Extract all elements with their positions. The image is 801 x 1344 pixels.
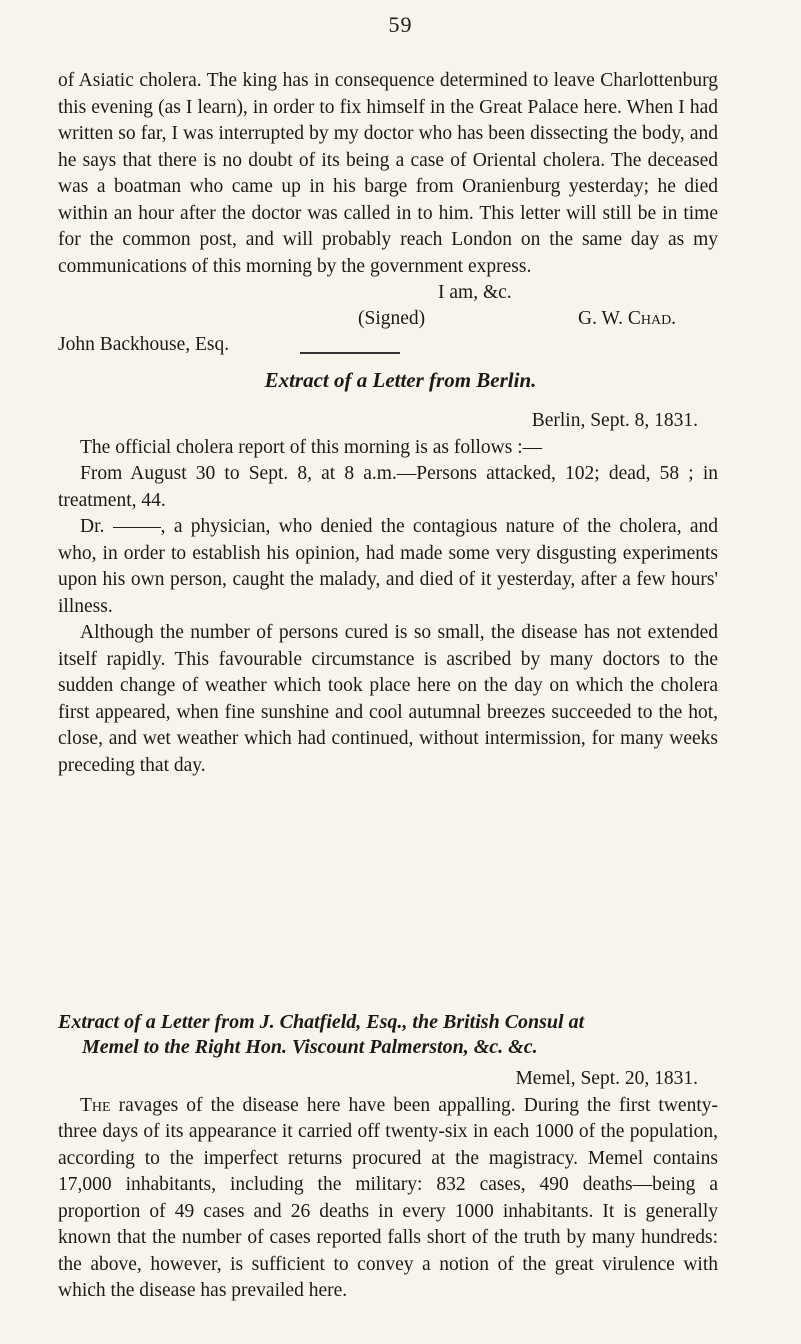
letter-berlin xyxy=(58,408,718,779)
letter-memel xyxy=(58,1010,718,1305)
name-dash xyxy=(113,527,161,528)
berlin-letter-heading: Extract of a Letter from Berlin. xyxy=(264,368,537,392)
memel-heading-line-2: Memel to the Right Hon. Viscount Palmerston, &c. &c. xyxy=(82,1036,538,1058)
berlin-para-2: From August 30 to Sept. 8, at 8 a.m.—Persons attacked, 102; dead, 58 ; in treatment, 44. xyxy=(58,463,718,511)
closing: I am, &c. xyxy=(438,282,512,303)
berlin-para-3-text: , a physician, who denied the contagious nature of the cholera, and who, in order to establish his opinion, had made some very disgusting experiments upon his own person, caught the malady, and died of it yesterday, after a few hours' illness. xyxy=(58,516,719,617)
letter-chad-body: of Asiatic cholera. The king has in consequence determined to leave Charlottenburg this evening (as I learn), in order to fix himself in the Great Palace here. When I had written so far, I was interrupted by my doctor who has been dissecting the body, and he says that there is no doubt of its being a case of Oriental cholera. The deceased was a boatman who came up in his barge from Oranienburg yesterday; he died within an hour after the doctor was called in to him. This letter will still be in time for the common post, and will probably reach London on the same day as my communications of this morning by the government express. xyxy=(58,70,718,277)
doctor-prefix: Dr. xyxy=(80,516,105,537)
addressee: John Backhouse, Esq. xyxy=(58,334,230,355)
berlin-para-1: The official cholera report of this morning is as follows :— xyxy=(80,436,543,458)
berlin-para-3 xyxy=(58,514,718,620)
signature: G. W. Chad. xyxy=(578,308,677,329)
berlin-dateline: Berlin, Sept. 8, 1831. xyxy=(531,410,698,431)
memel-body-text: ravages of the disease here have been appalling. During the first twenty-three days of its appearance it carried off twenty-six in each 1000 of the population, according to the imperfect returns procured at the magistracy. Memel contains 17,000 inhabitants, including the military: 832 cases, 490 deaths—being a proportion of 49 cases and 26 deaths in every 1000 inhabitants. It is generally known that the number of cases reported falls short of the truth by many hundreds: the above, however, is sufficient to convey a notion of the great virulence with which the disease has prevailed here. xyxy=(58,1094,718,1301)
separator-rule xyxy=(300,352,400,354)
memel-body-first-word: The xyxy=(80,1094,111,1116)
berlin-para-4: Although the number of persons cured is so small, the disease has not extended itself rapidly. This favourable circumstance is ascribed by many doctors to the sudden change of weather which took place here on the day on which the cholera first appeared, when fine sunshine and cool autumnal breezes succeeded to the hot, close, and wet weather which had continued, without intermission, for many weeks preceding that day. xyxy=(58,622,718,776)
memel-body xyxy=(58,1093,718,1305)
memel-heading-line-1: Extract of a Letter from J. Chatfield, Esq., the British Consul at xyxy=(58,1011,585,1033)
letter-chad xyxy=(58,68,718,359)
page-number: 59 xyxy=(388,12,413,37)
signature-line xyxy=(58,306,718,332)
signed-label: (Signed) xyxy=(358,308,426,329)
memel-dateline: Memel, Sept. 20, 1831. xyxy=(515,1068,698,1089)
closing-line xyxy=(58,280,718,306)
